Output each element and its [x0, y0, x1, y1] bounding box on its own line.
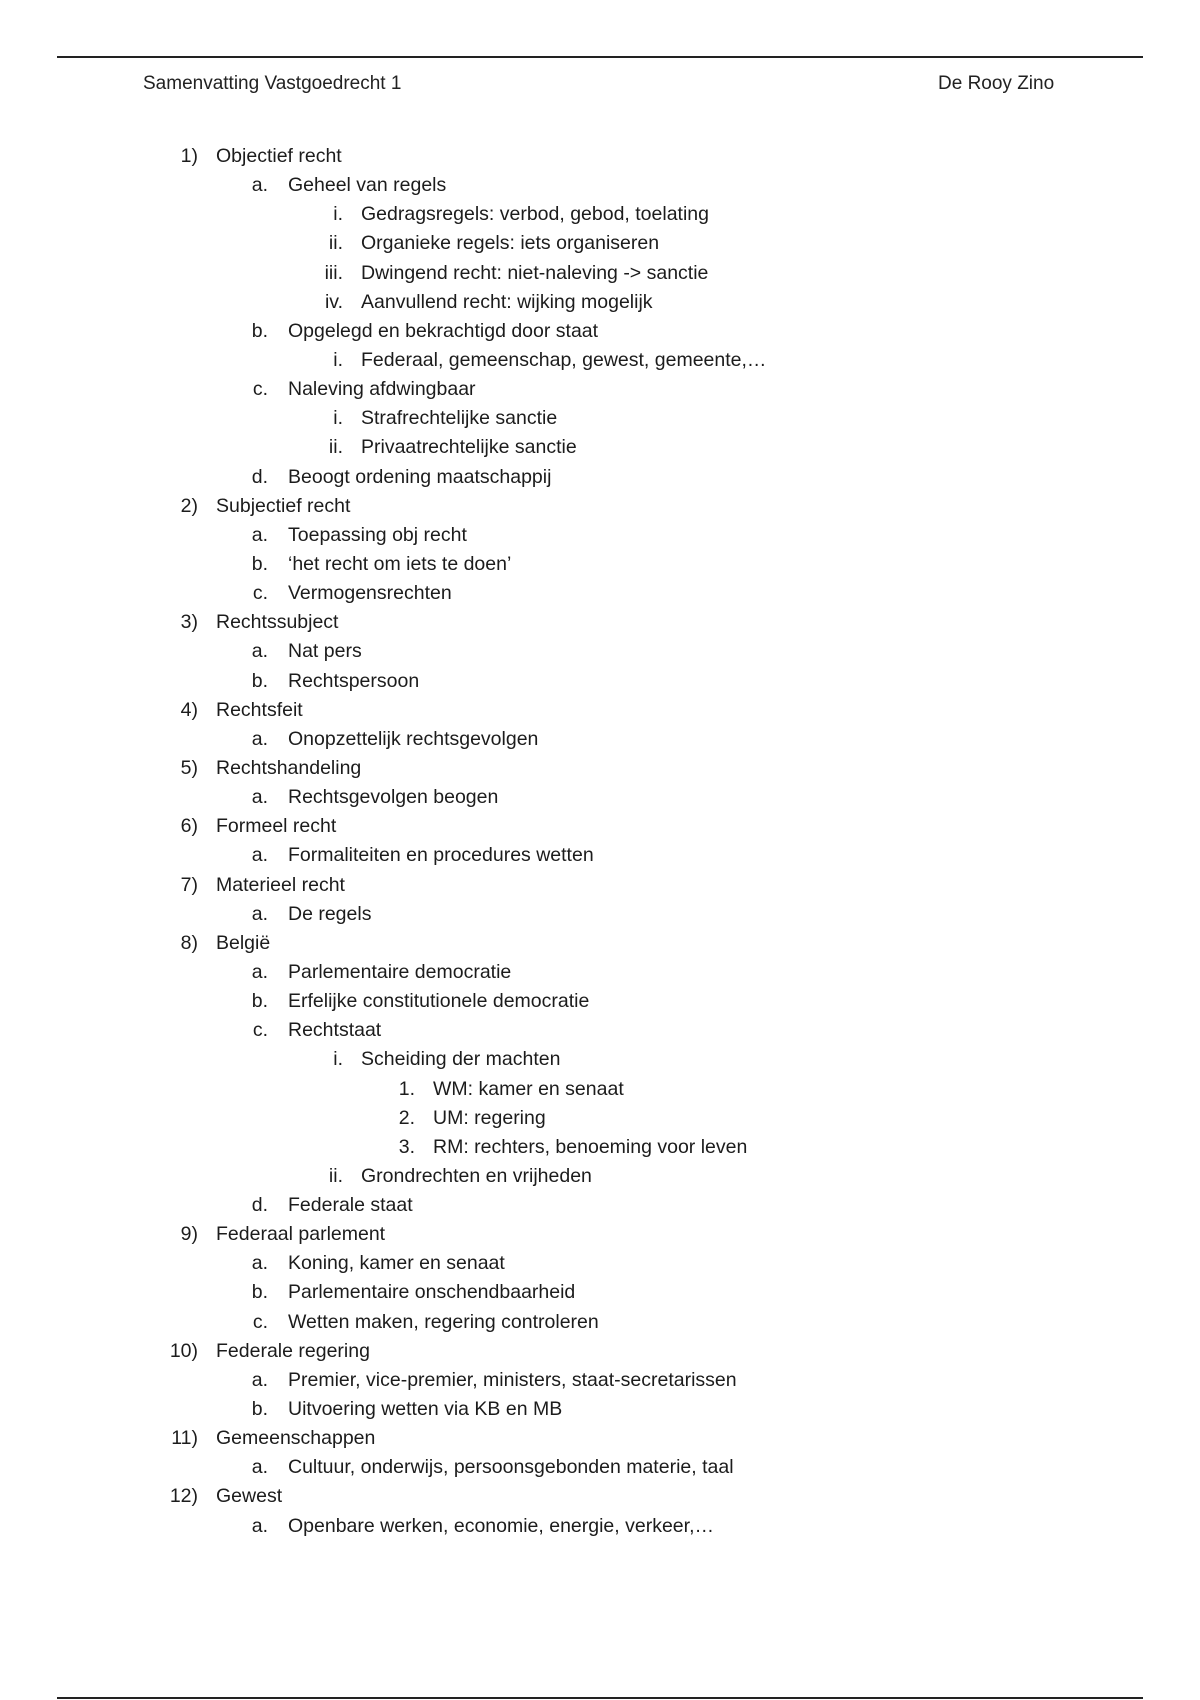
outline-marker: b.: [251, 1398, 268, 1421]
outline-item-level-3: [0, 290, 1200, 319]
outline-item-level-2: [0, 173, 1200, 202]
outline-marker: i.: [333, 348, 343, 371]
outline-marker: 11): [171, 1427, 198, 1450]
outline-text: Rechtstaat: [288, 1019, 382, 1042]
outline-marker: 6): [180, 815, 198, 838]
outline-item-level-1: [0, 1484, 1200, 1513]
outline-text: Materieel recht: [216, 873, 345, 896]
outline-text: Parlementaire onschendbaarheid: [288, 1281, 576, 1304]
outline-text: Openbare werken, economie, energie, verkeer,…: [288, 1514, 714, 1537]
outline-marker: 1.: [398, 1077, 415, 1100]
outline-text: Federale regering: [216, 1339, 370, 1362]
outline-text: Geheel van regels: [288, 174, 447, 197]
outline-item-level-1: [0, 144, 1200, 173]
outline-item-level-3: [0, 1047, 1200, 1076]
outline-marker: a.: [251, 1252, 268, 1275]
outline-item-level-2: [0, 1251, 1200, 1280]
outline-item-level-1: [0, 814, 1200, 843]
document-title: Samenvatting Vastgoedrecht 1: [143, 73, 402, 94]
outline-marker: 2.: [398, 1106, 415, 1129]
outline-item-level-3: [0, 435, 1200, 464]
outline-text: Vermogensrechten: [288, 582, 452, 605]
outline-marker: b.: [251, 669, 268, 692]
outline-marker: c.: [252, 1019, 268, 1042]
outline-marker: ii.: [328, 232, 343, 255]
outline-item-level-2: [0, 843, 1200, 872]
outline-item-level-2: [0, 1514, 1200, 1543]
outline-marker: ii.: [328, 1164, 343, 1187]
outline-marker: 10): [169, 1339, 198, 1362]
outline-text: Dwingend recht: niet-naleving -> sanctie: [361, 261, 709, 284]
outline-item-level-2: [0, 552, 1200, 581]
outline-marker: a.: [251, 1368, 268, 1391]
outline-marker: i.: [333, 203, 343, 226]
outline-text: Nat pers: [288, 640, 362, 663]
outline-item-level-4: [0, 1106, 1200, 1135]
outline-item-level-2: [0, 1280, 1200, 1309]
outline-text: Rechtssubject: [216, 611, 339, 634]
outline-text: Formeel recht: [216, 815, 337, 838]
outline-item-level-4: [0, 1135, 1200, 1164]
outline-marker: 9): [180, 1223, 198, 1246]
outline-item-level-2: [0, 465, 1200, 494]
outline-text: Erfelijke constitutionele democratie: [288, 990, 590, 1013]
outline-item-level-1: [0, 1426, 1200, 1455]
outline-text: Federaal, gemeenschap, gewest, gemeente,…: [361, 348, 767, 371]
outline-text: Uitvoering wetten via KB en MB: [288, 1398, 563, 1421]
outline-item-level-1: [0, 931, 1200, 960]
outline-item-level-1: [0, 873, 1200, 902]
outline-marker: a.: [251, 174, 268, 197]
outline-item-level-2: [0, 669, 1200, 698]
outline-text: Rechtshandeling: [216, 756, 362, 779]
outline-item-level-1: [0, 494, 1200, 523]
outline-marker: i.: [333, 407, 343, 430]
outline-marker: 7): [180, 873, 198, 896]
outline-text: Wetten maken, regering controleren: [288, 1310, 599, 1333]
outline-text: WM: kamer en senaat: [433, 1077, 624, 1100]
outline-text: Organieke regels: iets organiseren: [361, 232, 660, 255]
outline-text: Onopzettelijk rechtsgevolgen: [288, 727, 539, 750]
outline-marker: d.: [251, 465, 268, 488]
outline-item-level-3: [0, 348, 1200, 377]
outline-text: Aanvullend recht: wijking mogelijk: [361, 290, 653, 313]
outline-text: Rechtspersoon: [288, 669, 420, 692]
outline-marker: a.: [251, 960, 268, 983]
outline-text: Parlementaire democratie: [288, 960, 512, 983]
outline-item-level-1: [0, 1339, 1200, 1368]
outline-text: Federaal parlement: [216, 1223, 386, 1246]
outline-marker: b.: [251, 319, 268, 342]
outline-marker: iv.: [324, 290, 343, 313]
outline-item-level-2: [0, 523, 1200, 552]
outline-text: Gedragsregels: verbod, gebod, toelating: [361, 203, 709, 226]
outline-item-level-1: [0, 610, 1200, 639]
outline-item-level-3: [0, 261, 1200, 290]
outline-marker: c.: [252, 378, 268, 401]
outline-marker: a.: [251, 844, 268, 867]
outline-marker: 12): [169, 1485, 198, 1508]
outline-item-level-2: [0, 639, 1200, 668]
outline-marker: i.: [333, 1048, 343, 1071]
outline-marker: 3): [180, 611, 198, 634]
outline-marker: a.: [251, 727, 268, 750]
outline-item-level-2: [0, 989, 1200, 1018]
outline-text: Premier, vice-premier, ministers, staat-secretarissen: [288, 1368, 737, 1391]
outline-text: Cultuur, onderwijs, persoonsgebonden materie, taal: [288, 1456, 734, 1479]
outline-text: Beoogt ordening maatschappij: [288, 465, 552, 488]
outline-item-level-2: [0, 1397, 1200, 1426]
outline-marker: 1): [180, 145, 198, 167]
outline-marker: a.: [251, 640, 268, 663]
outline-marker: 5): [180, 756, 198, 779]
outline-item-level-2: [0, 1455, 1200, 1484]
outline-text: Toepassing obj recht: [288, 523, 467, 546]
outline-text: Koning, kamer en senaat: [288, 1252, 505, 1275]
outline-text: Rechtsfeit: [216, 698, 303, 721]
outline-item-level-2: [0, 1368, 1200, 1397]
outline-marker: d.: [251, 1194, 268, 1217]
outline-text: ‘het recht om iets te doen’: [288, 552, 512, 575]
outline-item-level-2: [0, 1193, 1200, 1222]
outline-item-level-2: [0, 902, 1200, 931]
outline-marker: a.: [251, 1514, 268, 1537]
outline-item-level-3: [0, 406, 1200, 435]
outline-item-level-2: [0, 960, 1200, 989]
outline-marker: b.: [251, 1281, 268, 1304]
outline-marker: 8): [180, 931, 198, 954]
outline-item-level-2: [0, 1018, 1200, 1047]
outline-item-level-2: [0, 377, 1200, 406]
outline-text: Formaliteiten en procedures wetten: [288, 844, 594, 867]
outline-marker: c.: [252, 1310, 268, 1333]
outline-marker: a.: [251, 1456, 268, 1479]
outline-text: Opgelegd en bekrachtigd door staat: [288, 319, 599, 342]
document-author: De Rooy Zino: [938, 73, 1055, 94]
header-rule: [57, 56, 1143, 58]
outline-item-level-3: [0, 202, 1200, 231]
outline-item-level-1: [0, 698, 1200, 727]
outline-marker: 4): [180, 698, 198, 721]
outline-text: Objectief recht: [216, 145, 342, 167]
outline-item-level-2: [0, 1310, 1200, 1339]
outline-text: Privaatrechtelijke sanctie: [361, 436, 577, 459]
outline-text: Naleving afdwingbaar: [288, 378, 476, 401]
outline-marker: a.: [251, 523, 268, 546]
outline-text: Grondrechten en vrijheden: [361, 1164, 592, 1187]
outline-text: RM: rechters, benoeming voor leven: [433, 1135, 748, 1158]
outline-item-level-1: [0, 1222, 1200, 1251]
outline-item-level-3: [0, 1164, 1200, 1193]
outline-text: Strafrechtelijke sanctie: [361, 407, 558, 430]
outline-text: Rechtsgevolgen beogen: [288, 786, 499, 809]
outline-text: De regels: [288, 902, 372, 925]
outline-item-level-4: [0, 1077, 1200, 1106]
outline-text: België: [216, 931, 271, 954]
outline-marker: 3.: [398, 1135, 415, 1158]
outline-text: Gemeenschappen: [216, 1427, 376, 1450]
outline-marker: b.: [251, 990, 268, 1013]
outline-text: UM: regering: [433, 1106, 546, 1129]
footer-rule: [57, 1697, 1143, 1699]
outline-text: Subjectief recht: [216, 494, 351, 517]
outline-text: Scheiding der machten: [361, 1048, 561, 1071]
outline-item-level-3: [0, 231, 1200, 260]
outline-marker: b.: [251, 552, 268, 575]
outline-item-level-2: [0, 319, 1200, 348]
outline-marker: 2): [180, 494, 198, 517]
outline-item-level-2: [0, 581, 1200, 610]
outline-item-level-2: [0, 727, 1200, 756]
outline-list: [0, 144, 1200, 1543]
outline-marker: a.: [251, 786, 268, 809]
outline-marker: ii.: [328, 436, 343, 459]
outline-text: Federale staat: [288, 1194, 413, 1217]
outline-item-level-2: [0, 785, 1200, 814]
outline-marker: iii.: [324, 261, 343, 284]
outline-item-level-1: [0, 756, 1200, 785]
outline-text: Gewest: [216, 1485, 283, 1508]
outline-marker: c.: [252, 582, 268, 605]
outline-marker: a.: [251, 902, 268, 925]
